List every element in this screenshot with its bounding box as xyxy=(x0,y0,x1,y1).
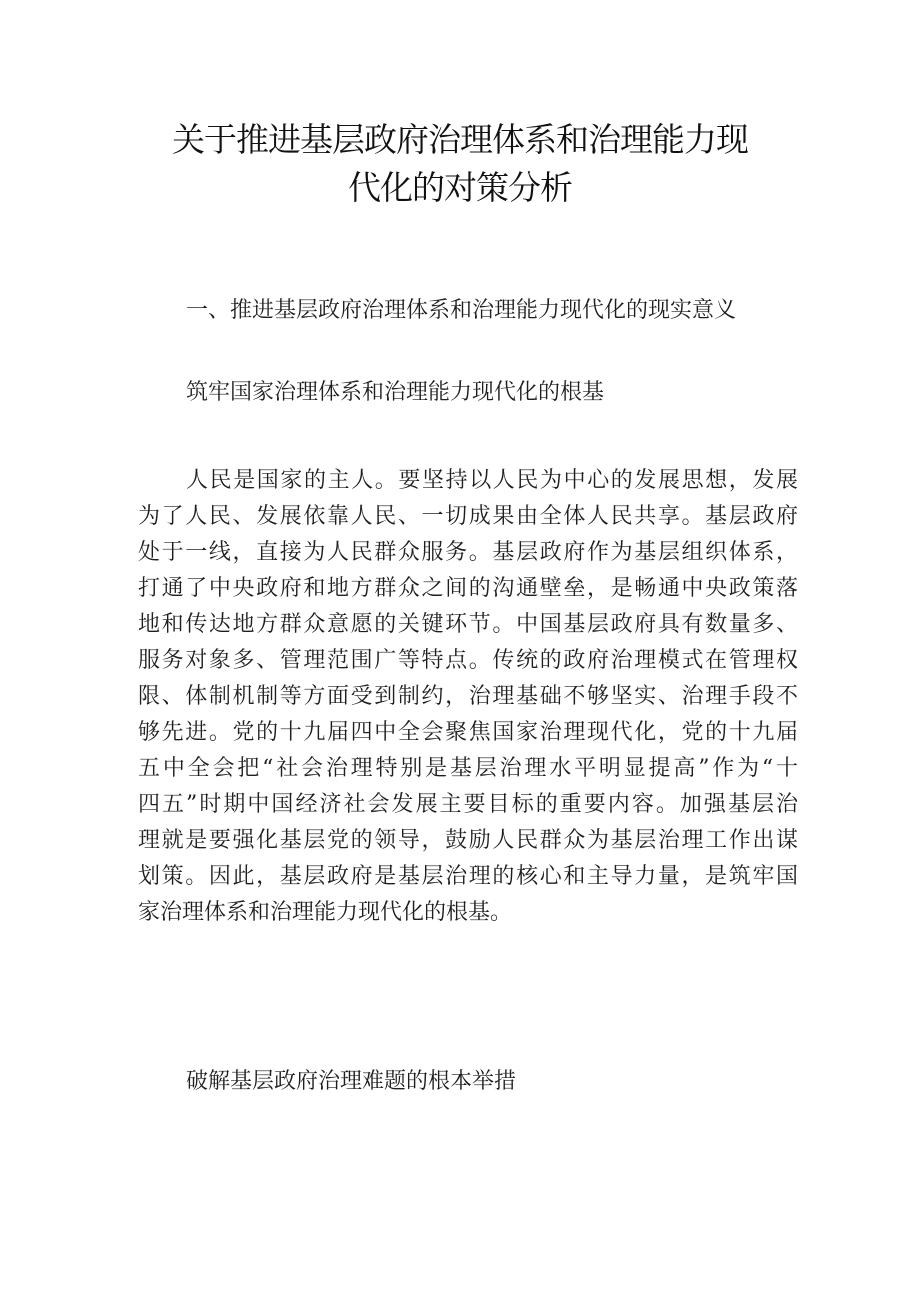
paragraph-line: 四五”时期中国经济社会发展主要目标的重要内容。加强基层治 xyxy=(138,792,798,817)
section-heading: 一、推进基层政府治理体系和治理能力现代化的现实意义 xyxy=(186,298,737,323)
paragraph-line: 家治理体系和治理能力现代化的根基。 xyxy=(138,900,513,925)
paragraph-line: 划策。因此，基层政府是基层治理的核心和主导力量，是筑牢国 xyxy=(138,864,798,889)
paragraph-line: 地和传达地方群众意愿的关键环节。中国基层政府具有数量多、 xyxy=(138,612,798,637)
document-title-line-2: 代化的对策分析 xyxy=(348,168,572,207)
paragraph-line: 理就是要强化基层党的领导，鼓励人民群众为基层治理工作出谋 xyxy=(138,828,798,853)
paragraph-line: 为了人民、发展依靠人民、一切成果由全体人民共享。基层政府 xyxy=(138,504,798,529)
body-paragraph xyxy=(138,463,798,931)
paragraph-line: 五中全会把“社会治理特别是基层治理水平明显提高”作为“十 xyxy=(138,756,798,781)
paragraph-line: 限、体制机制等方面受到制约，治理基础不够坚实、治理手段不 xyxy=(138,684,798,709)
subheading-key-measures: 破解基层政府治理难题的根本举措 xyxy=(186,1069,517,1094)
paragraph-line: 处于一线，直接为人民群众服务。基层政府作为基层组织体系， xyxy=(138,540,798,565)
paragraph-line: 够先进。党的十九届四中全会聚焦国家治理现代化，党的十九届 xyxy=(138,720,798,745)
document-title-line-1: 关于推进基层政府治理体系和治理能力现 xyxy=(172,120,748,159)
paragraph-line: 服务对象多、管理范围广等特点。传统的政府治理模式在管理权 xyxy=(138,648,798,673)
paragraph-line: 打通了中央政府和地方群众之间的沟通壁垒，是畅通中央政策落 xyxy=(138,576,798,601)
subheading-foundation: 筑牢国家治理体系和治理能力现代化的根基 xyxy=(186,380,605,405)
paragraph-line: 人民是国家的主人。要坚持以人民为中心的发展思想，发展 xyxy=(186,468,798,493)
